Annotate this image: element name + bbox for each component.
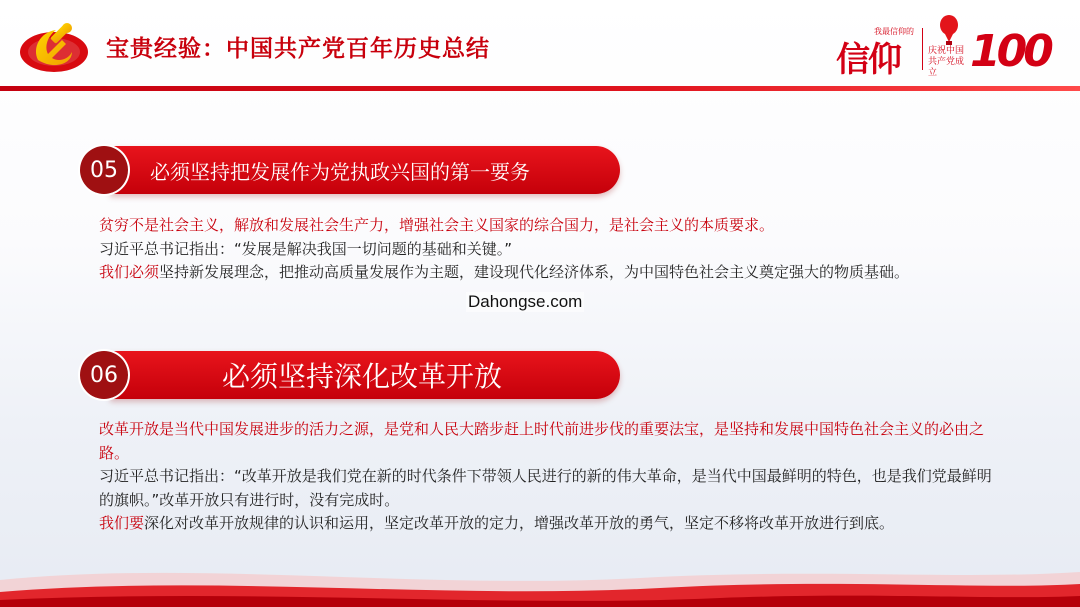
emphasis-text: 我们必须 [99,263,160,281]
section-06-body [99,418,999,536]
quote-text: 习近平总书记指出：“改革开放是我们党在新的时代条件下带领人民进行的新的伟大革命，是当代中国最鲜明的特色，也是我们党最鲜明的旗帜。”改革开放只有进行时，没有完成时。 [99,467,992,509]
logo-subtitle: 庆祝中国共产党成立 [928,46,965,78]
logo-main-text: 信仰 [836,40,900,80]
logo-small-text: 我最信仰的 [874,27,914,36]
section-05-header [80,146,620,194]
paragraph-line [99,465,999,512]
emphasis-text: 我们要 [99,514,145,532]
paragraph-line [99,214,999,238]
page-title: 宝贵经验：中国共产党百年历史总结 [106,36,490,62]
paragraph-line [99,238,999,262]
section-number-badge: 06 [80,351,128,399]
body-text: 坚持新发展理念，把推动高质量发展作为主题，建设现代化经济体系，为中国特色社会主义奠定强大的物质基础。 [159,263,910,281]
section-05-body [99,214,999,285]
body-text: 深化对改革开放规律的认识和运用，坚定改革开放的定力，增强改革开放的勇气，坚定不移将改革开放进行到底。 [144,514,895,532]
paragraph-line [99,512,999,536]
section-heading: 必须坚持把发展作为党执政兴国的第一要务 [110,146,620,194]
emphasis-text: 改革开放是当代中国发展进步的活力之源，是党和人民大踏步赶上时代前进步伐的重要法宝，是坚持和发展中国特色社会主义的必由之路。 [99,420,985,462]
section-heading: 必须坚持深化改革开放 [110,351,620,399]
footer-wave-decoration [0,550,1080,607]
header-divider [0,86,1080,91]
header [0,0,1080,92]
paragraph-line [99,418,999,465]
watermark: Dahongse.com [468,292,583,311]
anniversary-logo [836,12,1064,78]
logo-number: 100 [970,26,1050,77]
emphasis-text: 贫穷不是社会主义，解放和发展社会生产力，增强社会主义国家的综合国力，是社会主义的本质要求。 [99,216,775,234]
logo-divider [922,28,923,70]
balloon-icon [936,14,962,46]
section-number-badge: 05 [80,146,128,194]
paragraph-line [99,261,999,285]
quote-text: 习近平总书记指出：“发展是解决我国一切问题的基础和关键。” [99,239,513,258]
party-emblem-icon [18,12,90,76]
section-06-header [80,351,620,399]
